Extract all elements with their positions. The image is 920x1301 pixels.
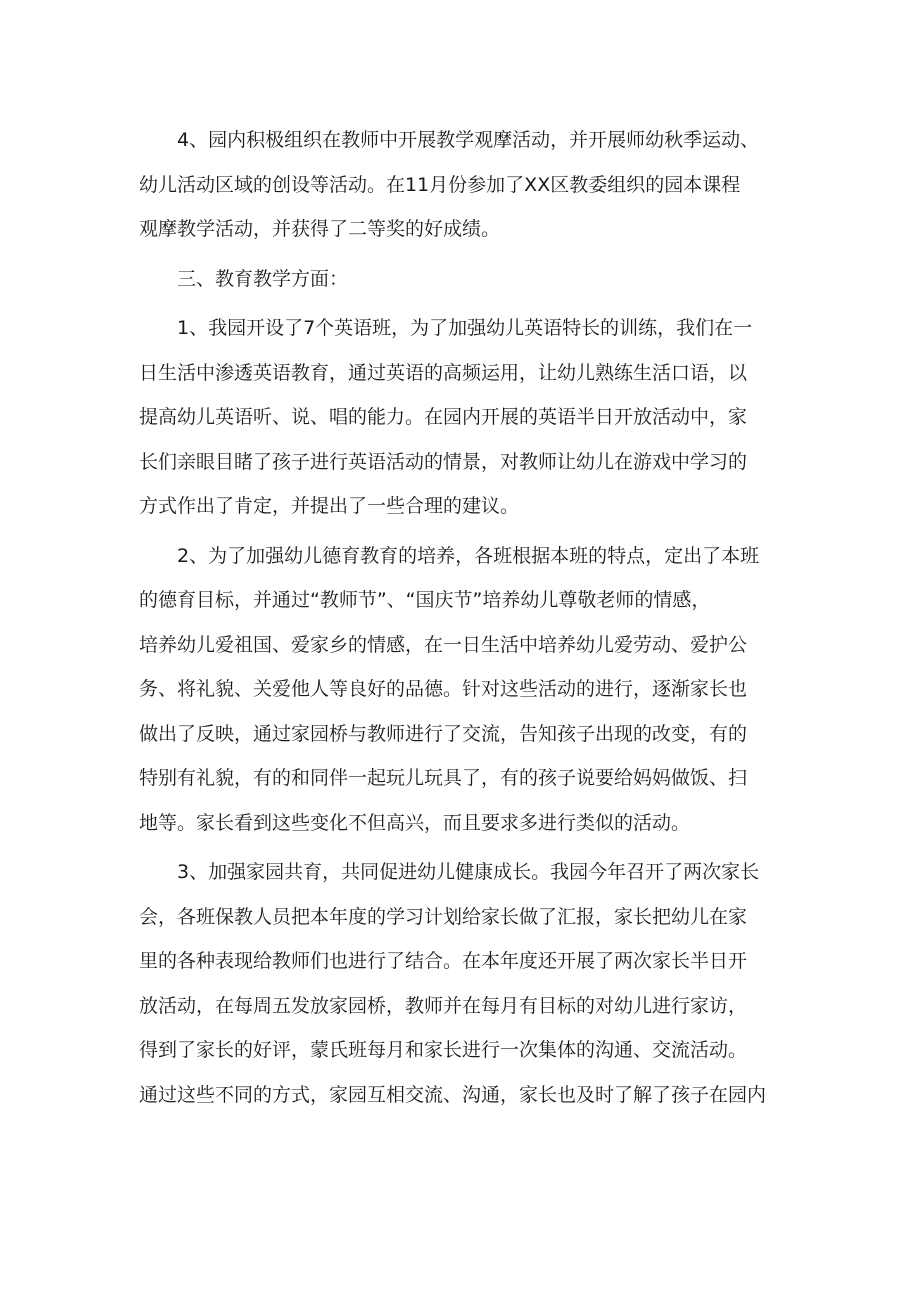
paragraph-line: 的德育目标，并通过“教师节”、“国庆节”培养幼儿尊敬老师的情感， [139, 589, 711, 611]
paragraph-line: 地等。家长看到这些变化不但高兴，而且要求多进行类似的活动。 [139, 811, 691, 834]
paragraph-line: 方式作出了肯定，并提出了一些合理的建议。 [139, 495, 520, 517]
paragraph-line: 1、我园开设了7个英语班，为了加强幼儿英语特长的训练，我们在一 [177, 317, 753, 339]
paragraph-activities-4 [139, 118, 799, 252]
document-body [139, 118, 799, 1117]
paragraph-line: 观摩教学活动，并获得了二等奖的好成绩。 [139, 218, 501, 240]
paragraph-line: 通过这些不同的方式，家园互相交流、沟通，家长也及时了解了孩子在园内 [139, 1083, 767, 1106]
paragraph-line: 放活动，在每周五发放家园桥，教师并在每月有目标的对幼儿进行家访， [139, 994, 748, 1017]
paragraph-line: 4、园内积极组织在教师中开展教学观摩活动，并开展师幼秋季运动、 [177, 129, 760, 151]
paragraph-line: 3、加强家园共育，共同促进幼儿健康成长。我园今年召开了两次家长 [177, 861, 760, 883]
paragraph-home-school-cooperation [139, 850, 799, 1117]
section-heading-text: 三、教育教学方面： [177, 267, 349, 290]
paragraph-line: 会，各班保教人员把本年度的学习计划给家长做了汇报，家长把幼儿在家 [139, 905, 748, 928]
paragraph-moral-education [139, 534, 799, 846]
paragraph-line: 2、为了加强幼儿德育教育的培养，各班根据本班的特点，定出了本班 [177, 544, 760, 567]
paragraph-line: 特别有礼貌，有的和同伴一起玩儿玩具了，有的孩子说要给妈妈做饭、扫 [139, 767, 748, 789]
paragraph-line: 培养幼儿爱祖国、爱家乡的情感，在一日生活中培养幼儿爱劳动、爱护公 [139, 633, 748, 656]
paragraph-line: 做出了反映，通过家园桥与教师进行了交流，告知孩子出现的改变，有的 [139, 722, 748, 745]
paragraph-line: 务、将礼貌、关爱他人等良好的品德。针对这些活动的进行，逐渐家长也 [139, 678, 748, 700]
section-heading-education [139, 257, 799, 302]
paragraph-line: 幼儿活动区域的创设等活动。在11月份参加了XX区教委组织的园本课程 [139, 173, 741, 196]
paragraph-english-classes [139, 306, 799, 529]
paragraph-line: 长们亲眼目睹了孩子进行英语活动的情景，对教师让幼儿在游戏中学习的 [139, 450, 748, 473]
paragraph-line: 里的各种表现给教师们也进行了结合。在本年度还开展了两次家长半日开 [139, 950, 748, 972]
paragraph-line: 提高幼儿英语听、说、唱的能力。在园内开展的英语半日开放活动中，家 [139, 406, 748, 428]
paragraph-line: 日生活中渗透英语教育，通过英语的高频运用，让幼儿熟练生活口语，以 [139, 361, 748, 384]
paragraph-line: 得到了家长的好评，蒙氏班每月和家长进行一次集体的沟通、交流活动。 [139, 1039, 748, 1061]
